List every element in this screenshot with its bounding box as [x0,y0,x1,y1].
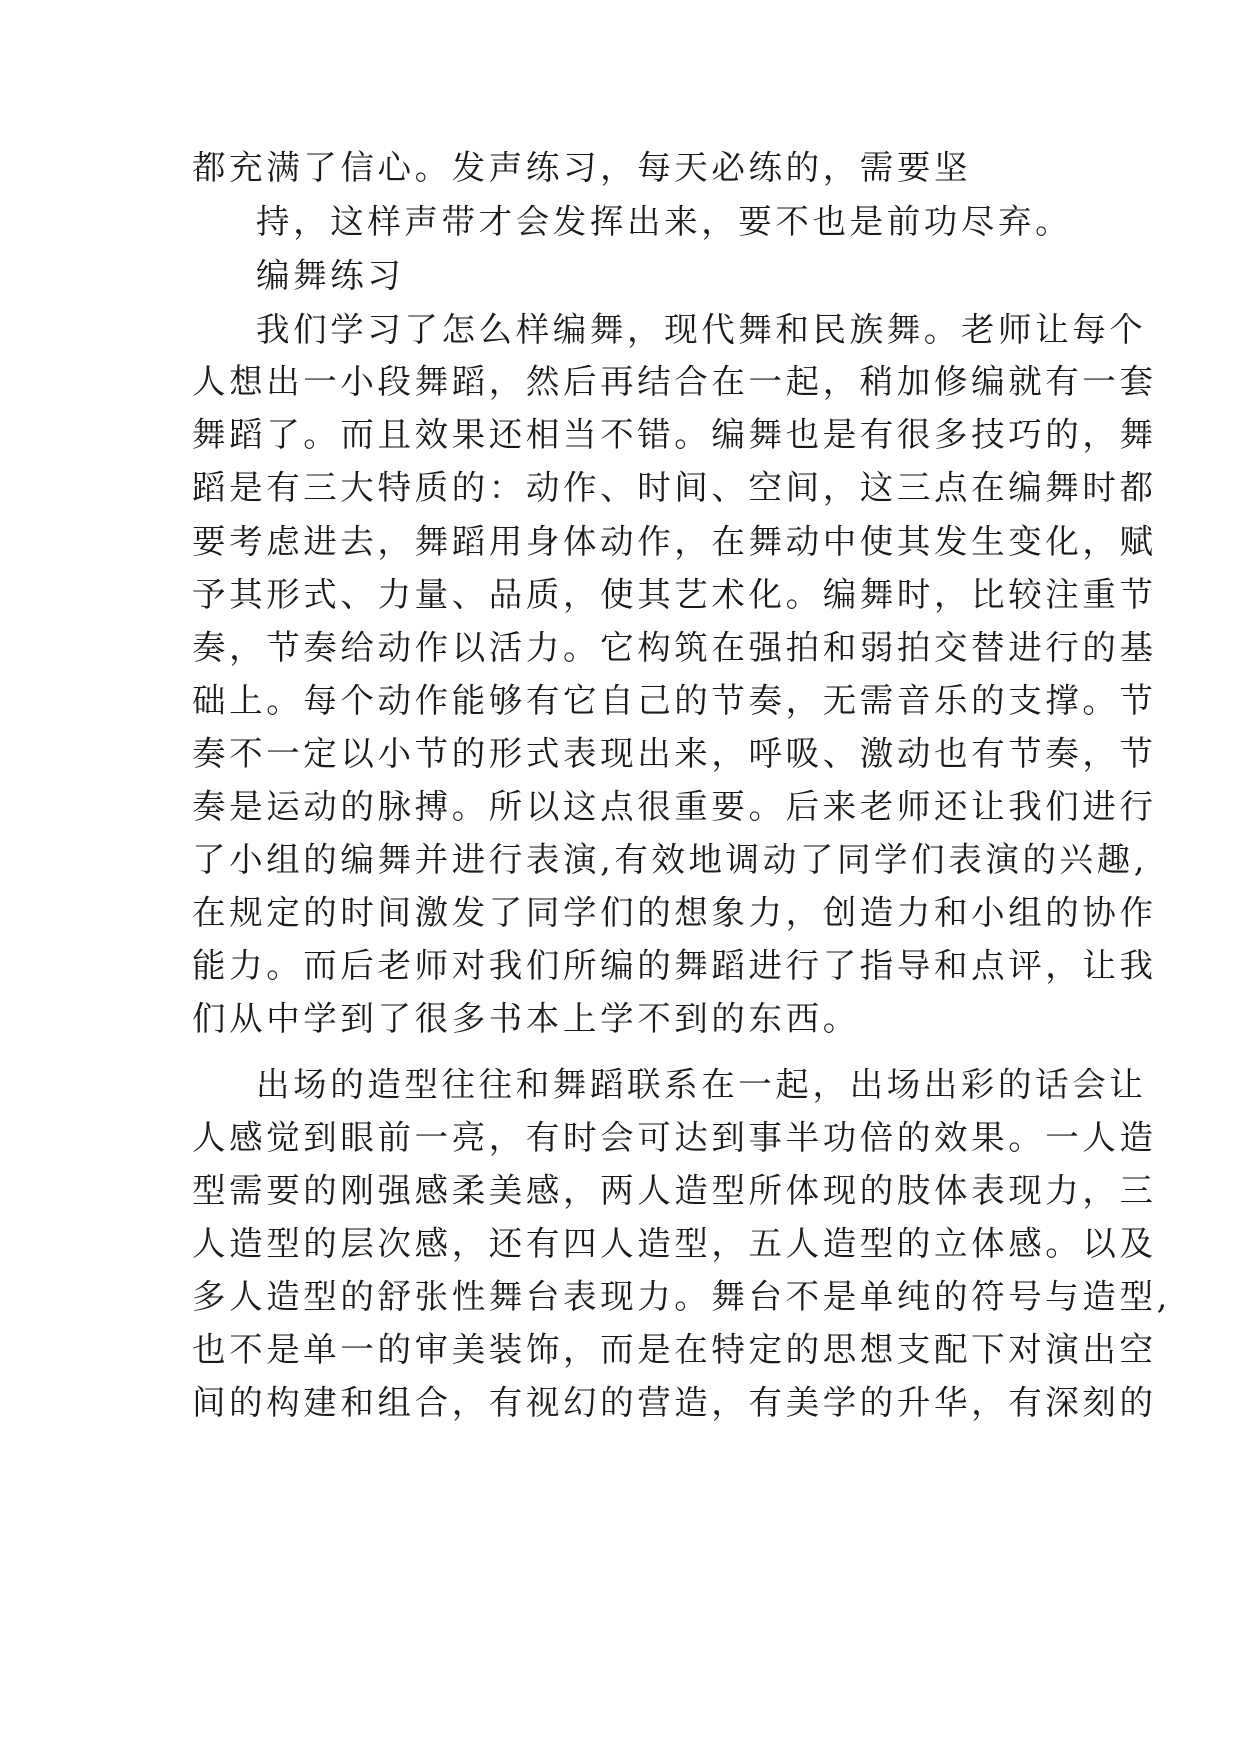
text-line: 都充满了信心。发声练习，每天必练的，需要坚 [192,148,972,187]
text-line: 人造型的层次感，还有四人造型，五人造型的立体感。以及 [192,1224,1157,1263]
text-line: 间的构建和组合，有视幻的营造，有美学的升华，有深刻的 [192,1383,1157,1422]
text-line: 出场的造型往往和舞蹈联系在一起，出场出彩的话会让 [256,1065,1147,1104]
text-line: 也不是单一的审美装饰，而是在特定的思想支配下对演出空 [192,1330,1157,1369]
text-line: 持，这样声带才会发挥出来，要不也是前功尽弃。 [256,202,1073,241]
text-line: 人感觉到眼前一亮，有时会可达到事半功倍的效果。一人造 [192,1118,1157,1157]
text-line: 了小组的编舞并进行表演,有效地调动了同学们表演的兴趣, [192,840,1148,879]
text-line: 舞蹈了。而且效果还相当不错。编舞也是有很多技巧的，舞 [192,415,1157,454]
text-line: 们从中学到了很多书本上学不到的东西。 [192,999,860,1038]
section-heading: 编舞练习 [256,256,405,295]
text-line: 多人造型的舒张性舞台表现力。舞台不是单纯的符号与造型, [192,1277,1171,1316]
text-line: 予其形式、力量、品质，使其艺术化。编舞时，比较注重节 [192,575,1157,614]
text-line: 奏是运动的脉搏。所以这点很重要。后来老师还让我们进行 [192,787,1157,826]
text-line: 能力。而后老师对我们所编的舞蹈进行了指导和点评，让我 [192,946,1157,985]
text-line: 要考虑进去，舞蹈用身体动作，在舞动中使其发生变化，赋 [192,522,1157,561]
text-line: 蹈是有三大特质的：动作、时间、空间，这三点在编舞时都 [192,468,1157,507]
text-line: 在规定的时间激发了同学们的想象力，创造力和小组的协作 [192,893,1157,932]
text-line: 型需要的刚强感柔美感，两人造型所体现的肢体表现力，三 [192,1171,1157,1210]
text-line: 础上。每个动作能够有它自己的节奏，无需音乐的支撑。节 [192,681,1157,720]
text-line: 奏，节奏给动作以活力。它构筑在强拍和弱拍交替进行的基 [192,628,1157,667]
text-line: 人想出一小段舞蹈，然后再结合在一起，稍加修编就有一套 [192,362,1157,401]
text-line: 我们学习了怎么样编舞，现代舞和民族舞。老师让每个 [256,310,1147,349]
text-line: 奏不一定以小节的形式表现出来，呼吸、激动也有节奏，节 [192,734,1157,773]
